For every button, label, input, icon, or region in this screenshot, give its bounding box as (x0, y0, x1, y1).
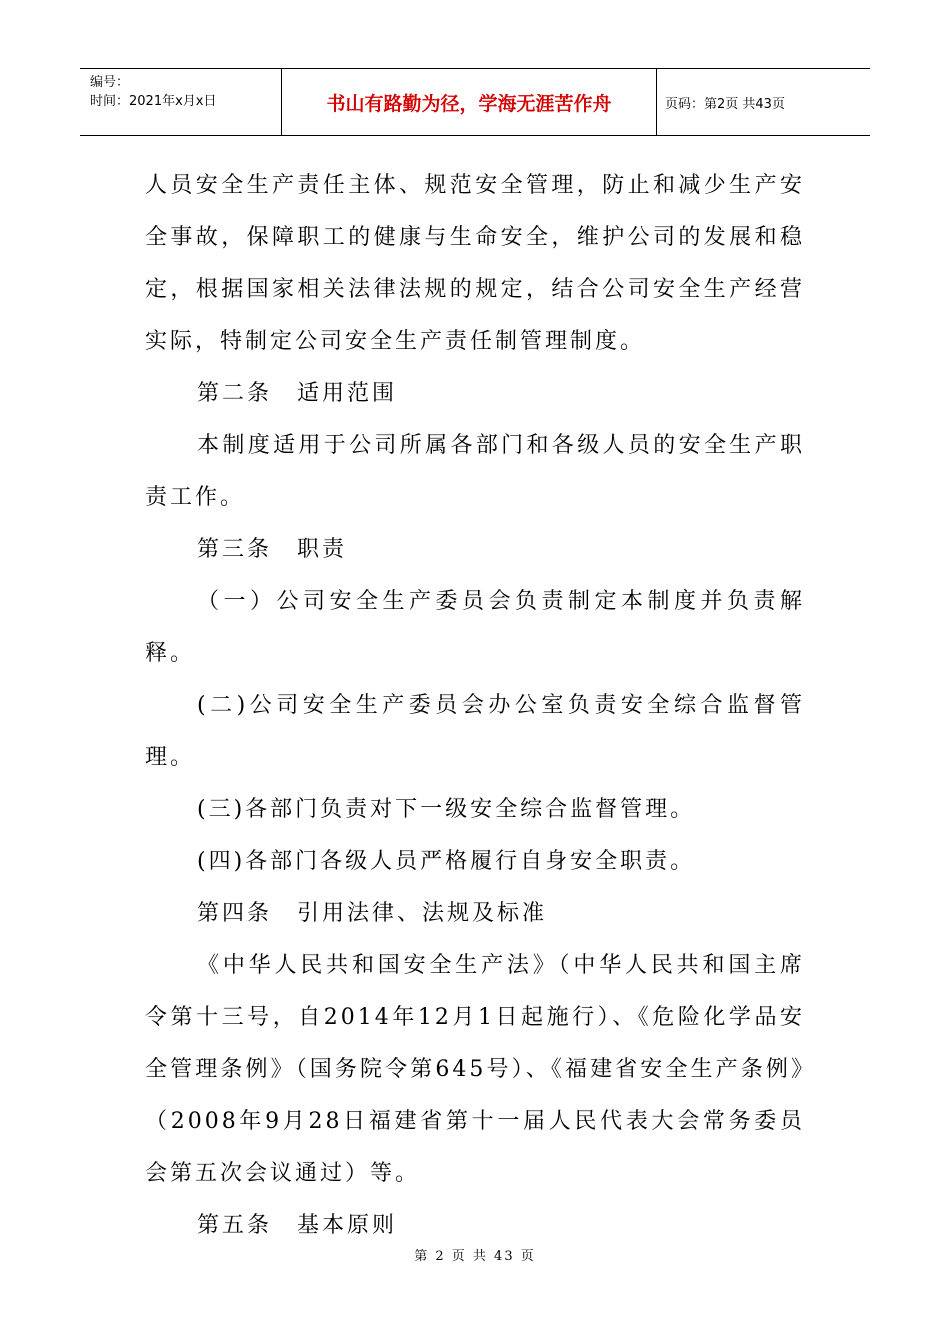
list-item: (四)各部门各级人员严格履行自身安全职责。 (197, 849, 696, 874)
list-item: (三)各部门负责对下一级安全综合监督管理。 (197, 797, 696, 822)
list-item: (二)公司安全生产委员会办公室负责安全综合监督管理。 (145, 693, 805, 770)
section-heading: 第五条 基本原则 (197, 1213, 398, 1238)
header-page-info: 页码：第2页 共43页 (665, 96, 785, 112)
document-body (145, 160, 805, 1252)
header-motto: 书山有路勤为径，学海无涯苦作舟 (282, 69, 657, 135)
paragraph: 本制度适用于公司所属各部门和各级人员的安全生产职责工作。 (145, 433, 805, 510)
paragraph: 《中华人民共和国安全生产法》（中华人民共和国主席令第十三号，自2014年12月1日起施行）、《危险化学品安全管理条例》（国务院令第645号）、《福建省安全生产条例》（2008年9月28日福建省第十一届人民代表大会常务委员会第五次会议通过）等。 (145, 953, 805, 1186)
paragraph: 人员安全生产责任主体、规范安全管理，防止和减少生产安全事故，保障职工的健康与生命安全，维护公司的发展和稳定，根据国家相关法律法规的规定，结合公司安全生产经营实际，特制定公司安全生产责任制管理制度。 (145, 173, 805, 354)
page-header (80, 68, 870, 136)
list-item: （一）公司安全生产委员会负责制定本制度并负责解释。 (145, 589, 805, 666)
document-time: 时间：2021年x月x日 (90, 94, 217, 109)
section-heading: 第四条 引用法律、法规及标准 (197, 901, 548, 926)
section-heading: 第二条 适用范围 (197, 381, 398, 406)
document-number-label: 编号： (90, 75, 130, 90)
header-meta (80, 69, 282, 135)
page-footer: 第 2 页 共 43 页 (414, 1249, 536, 1264)
section-heading: 第三条 职责 (197, 537, 348, 562)
